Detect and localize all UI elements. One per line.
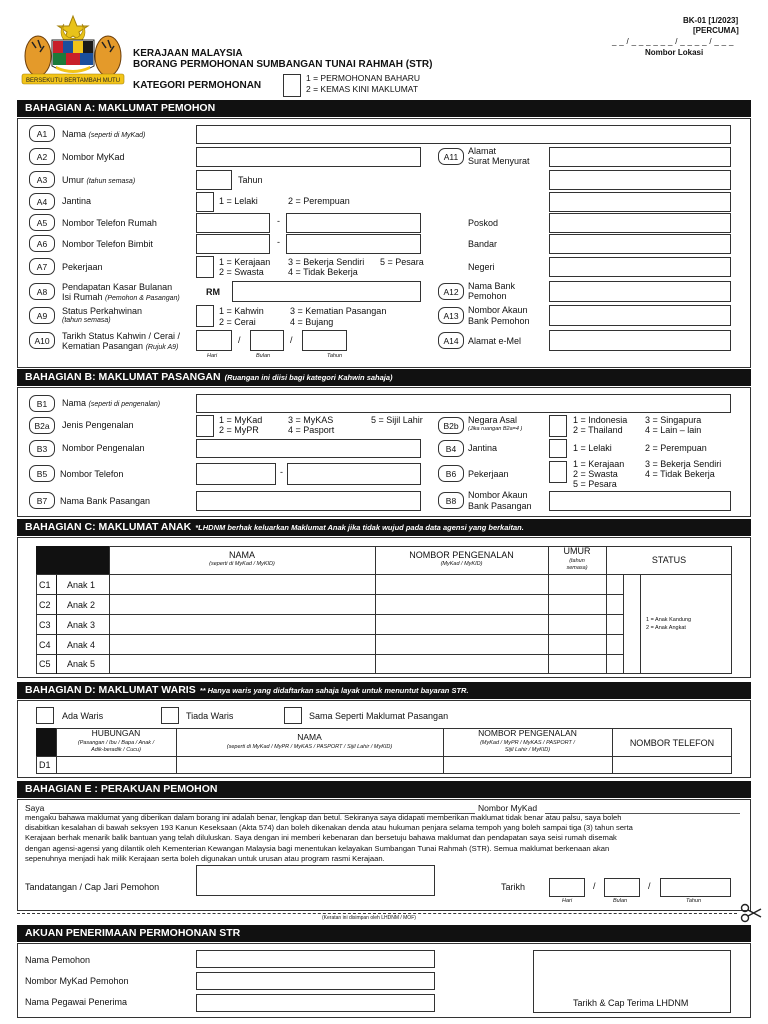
acknowledgement-header: AKUAN PENERIMAAN PERMOHONAN STR	[17, 925, 751, 942]
input-a6-prefix[interactable]	[196, 234, 270, 254]
input-a11-address-3[interactable]	[549, 192, 731, 212]
heir-col-relation-note-2: Adik-beradik / Cucu)	[91, 747, 141, 753]
label-b6: Pekerjaan	[468, 469, 509, 479]
code-a2: A2	[29, 148, 55, 165]
label-same-as-spouse: Sama Seperti Maklumat Pasangan	[309, 711, 449, 721]
a6-dash: -	[277, 237, 280, 247]
input-e-year[interactable]	[660, 878, 731, 897]
b6-option-3: 3 = Bekerja Sendiri	[645, 459, 722, 469]
e-date-sep-1: /	[593, 881, 596, 891]
child-label: Anak 3	[67, 620, 96, 630]
label-a10-line1: Tarikh Status Kahwin / Cerai /	[62, 331, 181, 341]
input-a11-address-1[interactable]	[549, 147, 731, 167]
heir-col-name-note: (seperti di MyKad / MyPR / MyKAS / PASPORT / Sijil Lahir / MyKID)	[226, 744, 393, 750]
b2a-option-3: 3 = MyKAS	[288, 415, 334, 425]
label-ack-name: Nama Pemohon	[25, 955, 91, 965]
input-b1-name[interactable]	[196, 394, 731, 413]
a10-month-label: Bulan	[256, 353, 271, 359]
input-ack-officer[interactable]	[196, 994, 435, 1012]
b6-option-2: 2 = Swasta	[573, 469, 618, 479]
heir-col-id: NOMBOR PENGENALAN	[478, 728, 577, 738]
code-b3: B3	[29, 440, 55, 457]
input-a9-marital[interactable]	[196, 305, 214, 327]
label-b1: Nama (seperti di pengenalan)	[62, 398, 161, 408]
code-b7: B7	[29, 492, 55, 509]
a9-option-2: 2 = Cerai	[219, 317, 256, 327]
e-date-sep-2: /	[648, 881, 651, 891]
input-a5-prefix[interactable]	[196, 213, 270, 233]
label-a9-note: (tahun semasa)	[62, 317, 111, 324]
label-a2: Nombor MyKad	[62, 152, 125, 162]
children-col-line	[640, 574, 641, 674]
a7-option-1: 1 = Kerajaan	[219, 257, 271, 267]
col-id: NOMBOR PENGENALAN	[409, 550, 514, 560]
code-b2b: B2b	[438, 417, 464, 434]
e-day-label: Hari	[562, 898, 573, 904]
coat-of-arms-icon	[18, 12, 128, 90]
code-a4: A4	[29, 193, 55, 210]
input-b5-number[interactable]	[287, 463, 421, 485]
input-a13-account[interactable]	[549, 305, 731, 326]
b5-dash: -	[280, 467, 283, 477]
section-e-header: BAHAGIAN E : PERAKUAN PEMOHON	[17, 781, 751, 798]
children-col-line	[623, 574, 624, 674]
input-e-day[interactable]	[549, 878, 585, 897]
section-d-header: BAHAGIAN D: MAKLUMAT WARIS ** Hanya waris yang didaftarkan sahaja layak untuk menuntut bayaran STR.	[17, 682, 751, 699]
b4-option-2: 2 = Perempuan	[645, 443, 707, 453]
child-code: C3	[39, 620, 51, 630]
checkbox-tiada-waris[interactable]	[161, 707, 179, 724]
label-nombor-mykad: Nombor MyKad	[478, 803, 538, 813]
status-option-2: 2 = Anak Angkat	[646, 625, 686, 631]
col-age-note-2: semasa)	[566, 565, 588, 571]
heir-table-corner	[36, 728, 56, 756]
label-ada-waris: Ada Waris	[62, 711, 104, 721]
col-age: UMUR	[563, 546, 591, 556]
section-a-header: BAHAGIAN A: MAKLUMAT PEMOHON	[17, 100, 751, 117]
heir-row-line	[36, 756, 732, 757]
input-a3-age[interactable]	[196, 170, 232, 190]
label-bandar: Bandar	[468, 239, 498, 249]
child-code: C5	[39, 659, 51, 669]
cut-note: (Keratan ini disimpan oleh LHDNM / MOF)	[322, 915, 416, 921]
declaration-line: mengaku bahawa maklumat yang diberikan dalam borang ini adalah benar, lengkap dan betul. Sekiranya saya didapati memberikan maklumat tidak benar atau palsu, saya boleh	[25, 813, 622, 822]
input-a12-bank-name[interactable]	[549, 281, 731, 302]
code-a13: A13	[438, 307, 464, 324]
code-a7: A7	[29, 258, 55, 275]
label-a8-line2: Isi Rumah (Pemohon & Pasangan)	[62, 292, 180, 302]
price-label: [PERCUMA]	[693, 26, 739, 35]
input-e-month[interactable]	[604, 878, 640, 897]
label-b2b-note: (Jika ruangan B2a=4 )	[468, 426, 523, 432]
code-a5: A5	[29, 214, 55, 231]
declaration-line: dengan agensi-agensi yang dilantik oleh Kementerian Kewangan Malaysia bagi menentukan kelayakan Sumbangan Tunai Rahmah (STR). Semua maklumat berkenaan akan	[25, 844, 610, 853]
child-code: C2	[39, 600, 51, 610]
child-code: C4	[39, 640, 51, 650]
form-title: BORANG PERMOHONAN SUMBANGAN TUNAI RAHMAH (STR)	[133, 59, 433, 70]
input-a10-month[interactable]	[250, 330, 284, 351]
heir-col-id-note-2: Sijil Lahir / MyKID)	[504, 747, 551, 753]
label-a1: Nama (seperti di MyKad)	[62, 129, 146, 139]
location-number-label: Nombor Lokasi	[645, 48, 704, 57]
col-age-note-1: (tahun	[569, 558, 585, 564]
code-a12: A12	[438, 283, 464, 300]
a10-sep-1: /	[238, 335, 241, 345]
col-name: NAMA	[228, 550, 255, 560]
government-title: KERAJAAN MALAYSIA	[133, 48, 243, 59]
b6-option-5: 5 = Pesara	[573, 479, 617, 489]
heir-col-relation-note-1: (Pasangan / Ibu / Bapa / Anak /	[77, 740, 155, 746]
label-a7: Pekerjaan	[62, 262, 103, 272]
input-b2b-country[interactable]	[549, 415, 567, 437]
code-b1: B1	[29, 395, 55, 412]
unit-tahun: Tahun	[238, 175, 263, 185]
section-b-header: BAHAGIAN B: MAKLUMAT PASANGAN (Ruangan ini diisi bagi kategori Kahwin sahaja)	[17, 369, 751, 386]
b2a-option-2: 2 = MyPR	[219, 425, 259, 435]
section-c-header: BAHAGIAN C: MAKLUMAT ANAK *LHDNM berhak keluarkan Maklumat Anak jika tidak wujud pada data agensi yang berkaitan.	[17, 519, 751, 536]
label-a12-line1: Nama Bank	[468, 281, 516, 291]
input-a2-mykad[interactable]	[196, 147, 421, 167]
label-stamp: Tarikh & Cap Terima LHDNM	[573, 998, 689, 1008]
children-row-line	[36, 594, 624, 595]
input-ack-mykad[interactable]	[196, 972, 435, 990]
heir-col-id-note-1: (MyKad / MyPR / MyKAS / PASPORT /	[480, 740, 575, 746]
input-bandar[interactable]	[549, 234, 731, 254]
code-a8: A8	[29, 283, 55, 300]
label-b5: Nombor Telefon	[60, 469, 124, 479]
input-a1-name[interactable]	[196, 125, 731, 144]
b6-option-4: 4 = Tidak Bekerja	[645, 469, 715, 479]
declaration-line: Kerajaan berhak menarik balik bantuan yang telah diluluskan. Saya dengan ini memberi kebenaran dan bersetuju bahawa maklumat dan pendapatan saya seisi rumah disemak	[25, 833, 617, 842]
label-a13-line2: Bank Pemohon	[468, 316, 530, 326]
checkbox-same-as-spouse[interactable]	[284, 707, 302, 724]
a4-option-2: 2 = Perempuan	[288, 196, 350, 206]
label-b2a: Jenis Pengenalan	[62, 420, 134, 430]
label-saya: Saya	[25, 803, 45, 813]
label-a10-line2: Kematian Pasangan (Rujuk A9)	[62, 341, 179, 351]
a7-option-2: 2 = Swasta	[219, 267, 264, 277]
input-a4-gender[interactable]	[196, 192, 214, 212]
label-b7: Nama Bank Pasangan	[60, 496, 151, 506]
category-option-2: 2 = KEMAS KINI MAKLUMAT	[306, 84, 419, 94]
label-ack-mykad: Nombor MyKad Pemohon	[25, 976, 129, 986]
code-b5: B5	[29, 465, 55, 482]
label-a6: Nombor Telefon Bimbit	[62, 239, 153, 249]
e-year-label: Tahun	[686, 898, 702, 904]
input-a11-address-2[interactable]	[549, 170, 731, 190]
label-a14: Alamat e-Mel	[468, 336, 522, 346]
checkbox-ada-waris[interactable]	[36, 707, 54, 724]
b2a-option-4: 4 = Pasport	[288, 425, 335, 435]
input-a5-number[interactable]	[286, 213, 421, 233]
heir-col-phone: NOMBOR TELEFON	[629, 738, 715, 748]
children-row-line	[36, 574, 732, 575]
cut-line	[17, 913, 737, 914]
input-b2a-idtype[interactable]	[196, 415, 214, 437]
child-label: Anak 1	[67, 580, 96, 590]
location-number-line: _ _ / _ _ _ _ _ _ / _ _ _ _ / _ _ _	[612, 37, 734, 46]
label-a9: Status Perkahwinan	[62, 306, 143, 316]
child-label: Anak 4	[67, 640, 96, 650]
label-a4: Jantina	[62, 196, 92, 206]
label-poskod: Poskod	[468, 218, 499, 228]
category-input[interactable]	[283, 74, 301, 97]
children-row-line	[36, 654, 624, 655]
declaration-line: disabitkan kesalahan di bawah seksyen 193 Kanun Keseksaan (Akta 574) dan boleh dikenakan denda atau hukuman penjara selama tempoh yang boleh sampai tiga (3) tahun serta	[25, 823, 633, 832]
a9-option-3: 3 = Kematian Pasangan	[290, 306, 387, 316]
b4-option-1: 1 = Lelaki	[573, 443, 612, 453]
label-b4: Jantina	[468, 443, 498, 453]
code-b2a: B2a	[29, 417, 55, 434]
b6-option-1: 1 = Kerajaan	[573, 459, 625, 469]
e-month-label: Bulan	[613, 898, 628, 904]
code-a9: A9	[29, 307, 55, 324]
input-ack-name[interactable]	[196, 950, 435, 968]
code-b6: B6	[438, 465, 464, 482]
input-poskod[interactable]	[549, 213, 731, 233]
input-a10-year[interactable]	[302, 330, 347, 351]
status-option-1: 1 = Anak Kandung	[646, 617, 692, 623]
input-a6-number[interactable]	[286, 234, 421, 254]
a10-day-label: Hari	[207, 353, 218, 359]
heir-col-name: NAMA	[297, 732, 322, 742]
child-code: C1	[39, 580, 51, 590]
heir-col-relation: HUBUNGAN	[91, 728, 141, 738]
label-b2b: Negara Asal	[468, 415, 518, 425]
a9-option-1: 1 = Kahwin	[219, 306, 264, 316]
label-b3: Nombor Pengenalan	[62, 443, 145, 453]
code-b4: B4	[438, 440, 464, 457]
heir-row-code: D1	[39, 760, 51, 770]
label-b8-line1: Nombor Akaun	[468, 490, 528, 500]
label-a11-line2: Surat Menyurat	[468, 156, 530, 166]
b2b-option-1: 1 = Indonesia	[573, 415, 628, 425]
children-table-corner	[36, 546, 109, 574]
a7-option-3: 3 = Bekerja Sendiri	[288, 257, 365, 267]
label-a12-line2: Pemohon	[468, 291, 507, 301]
label-date: Tarikh	[501, 882, 526, 892]
a10-sep-2: /	[290, 335, 293, 345]
input-a7-occupation[interactable]	[196, 256, 214, 278]
b2b-option-4: 4 = Lain – lain	[645, 425, 702, 435]
children-row-line	[36, 634, 624, 635]
child-label: Anak 2	[67, 600, 96, 610]
input-b6-occupation[interactable]	[549, 461, 567, 483]
label-a3: Umur (tahun semasa)	[62, 175, 136, 185]
input-b4-gender[interactable]	[549, 439, 567, 458]
label-ack-officer: Nama Pegawai Penerima	[25, 997, 128, 1007]
input-b8-account[interactable]	[549, 491, 731, 511]
label-b8-line2: Bank Pasangan	[468, 501, 532, 511]
b2b-option-2: 2 = Thailand	[573, 425, 623, 435]
label-tiada-waris: Tiada Waris	[186, 711, 234, 721]
children-row-line	[36, 614, 624, 615]
b2a-option-1: 1 = MyKad	[219, 415, 263, 425]
code-a10: A10	[29, 332, 55, 349]
b2a-option-5: 5 = Sijil Lahir	[371, 415, 423, 425]
label-a13-line1: Nombor Akaun	[468, 305, 528, 315]
form-code: BK-01 [1/2023]	[683, 16, 739, 25]
input-a10-day[interactable]	[196, 330, 232, 351]
label-a5: Nombor Telefon Rumah	[62, 218, 157, 228]
a7-option-5: 5 = Pesara	[380, 257, 424, 267]
code-a6: A6	[29, 235, 55, 252]
label-a11-line1: Alamat	[468, 146, 497, 156]
col-id-note: (MyKad / MyKID)	[440, 561, 483, 567]
input-b7-bank[interactable]	[196, 491, 421, 511]
a9-option-4: 4 = Bujang	[290, 317, 334, 327]
currency-rm: RM	[206, 287, 220, 297]
code-a3: A3	[29, 171, 55, 188]
input-a8-income[interactable]	[232, 281, 421, 302]
child-label: Anak 5	[67, 659, 96, 669]
code-a11: A11	[438, 148, 464, 165]
a10-year-label: Tahun	[327, 353, 343, 359]
code-a14: A14	[438, 332, 464, 349]
a5-dash: -	[277, 216, 280, 226]
a7-option-4: 4 = Tidak Bekerja	[288, 267, 358, 277]
input-signature[interactable]	[196, 865, 435, 896]
label-signature: Tandatangan / Cap Jari Pemohon	[25, 882, 160, 892]
category-option-1: 1 = PERMOHONAN BAHARU	[306, 73, 421, 83]
code-b8: B8	[438, 492, 464, 509]
code-a1: A1	[29, 125, 55, 142]
col-name-note: (seperti di MyKad / MyKID)	[209, 561, 275, 567]
col-status: STATUS	[651, 555, 687, 565]
svg-text:BERSEKUTU BERTAMBAH MUTU: BERSEKUTU BERTAMBAH MUTU	[25, 78, 121, 84]
label-a8-line1: Pendapatan Kasar Bulanan	[62, 282, 173, 292]
a4-option-1: 1 = Lelaki	[219, 196, 258, 206]
declaration-line: sepenuhnya menjadi hak milik Kerajaan serta boleh digunakan untuk urusan atau program rasmi Kerajaan.	[25, 854, 385, 863]
label-negeri: Negeri	[468, 262, 495, 272]
heir-col-line	[612, 728, 613, 774]
input-negeri[interactable]	[549, 257, 731, 277]
input-b5-prefix[interactable]	[196, 463, 276, 485]
b2b-option-3: 3 = Singapura	[645, 415, 702, 425]
category-label: KATEGORI PERMOHONAN	[133, 80, 262, 91]
scissors-icon	[740, 903, 762, 923]
input-a14-email[interactable]	[549, 330, 731, 351]
input-b3-idnumber[interactable]	[196, 439, 421, 458]
